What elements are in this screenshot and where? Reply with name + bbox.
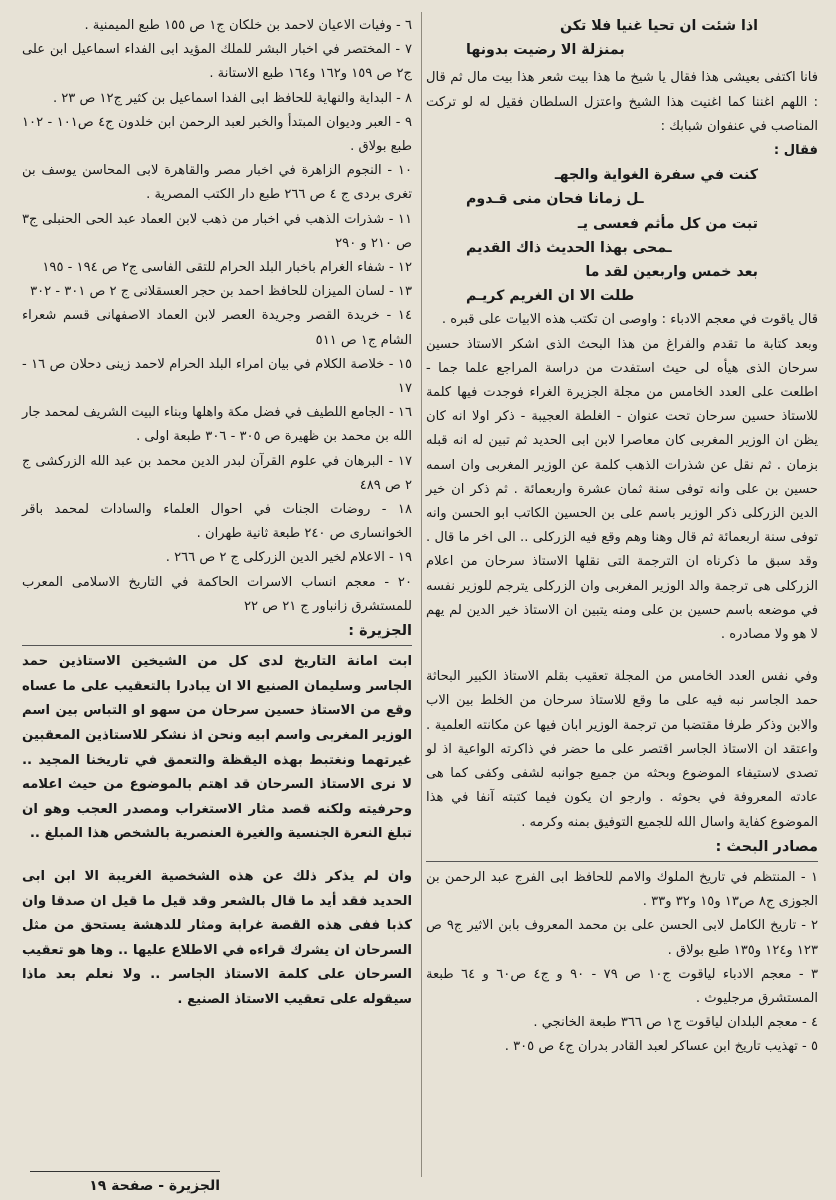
reference-item: ١٢ - شفاء الغرام باخبار البلد الحرام للتقى الفاسى ج٢ ص ١٩٤ - ١٩٥ (42, 260, 412, 276)
body-paragraph: قال ياقوت في معجم الادباء : واوصى ان تكتب هذه الابيات على قبره . (441, 312, 818, 328)
reference-item: ١٨ - روضات الجنات في احوال العلماء والسادات لمحمد باقر الخوانسارى ص ٢٤٠ طبعة ثانية طهران . (22, 502, 412, 542)
reference-item: ٣ - معجم الادباء لياقوت ج١٠ ص ٧٩ - ٩٠ و ج٤ ص٦٠ و ٦٤ طبعة المستشرق مرجليوث . (426, 966, 818, 1006)
reference-item: ١٣ - لسان الميزان للحافظ احمد بن حجر العسقلانى ج ٢ ص ٣٠١ - ٣٠٢ (30, 284, 412, 300)
editorial-paragraph: ابت امانة التاريخ لدى كل من الشيخين الاستاذين حمد الجاسر وسليمان الصنيع الا ان يبادرا بالتعقيب على ما عساه وقع من الاستاذ حسين سرحان من سهو او التباس بين اسم الوزير المغربى واسم ابيه ونحن اذ نشكر للاستاذين المعقبين غيرتهما ونغتبط بهذه اليقظة والتعمق في تاريخنا المجيد .. لا نرى الاستاذ السرحان قد اهتم بالموضوع من حيث اعلامه وحرفيته ولكنه قصد مثار الاستغراب ومصدر العجب وهو ان تبلغ النعرة الجنسية والغيرة العنصرية بالشخص هذا المبلغ .. (22, 654, 412, 842)
sources-heading: مصادر البحث : (715, 838, 818, 855)
verse-line: اذا شئت ان تحيا غنيا فلا تكن (559, 18, 758, 34)
verse-line: ـمحى بهذا الحديث ذاك القديم (466, 239, 672, 256)
reference-item: ١ - المنتظم في تاريخ الملوك والامم للحافظ ابى الفرج عبد الرحمن بن الجوزى ج٨ ص١٣ و١٥ و٣٢ و٣٣ . (426, 869, 818, 910)
reference-item: ١٤ - خريدة القصر وجريدة العصر لابن العماد الاصفهانى قسم شعراء الشام ج١ ص ٥١١ (22, 308, 412, 348)
reference-item: ٨ - البداية والنهاية للحافظ ابى الفدا اسماعيل بن كثير ج١٢ ص ٢٣ . (52, 90, 412, 106)
body-paragraph: فانا اكتفى بعيشى هذا فقال يا شيخ ما هذا بيت شعر هذا بيت مال ثم قال : اللهم اغننا كما اغنيت هذا الشيخ واعتزل السلطان فقيل له لو تركت المناصب في عنفوان شبابك : (426, 70, 818, 134)
page-footer (30, 1169, 220, 1194)
verse-line: بمنزلة الا رضيت بدونها (466, 42, 625, 59)
reference-item: ٢٠ - معجم انساب الاسرات الحاكمة في التاريخ الاسلامى المعرب للمستشرق زانباور ج ٢١ ص ٢٢ (22, 574, 412, 614)
left-column (22, 14, 412, 1013)
body-paragraph: وبعد كتابة ما تقدم والفراغ من هذا البحث الذى اشكر الاستاذ حسين سرحان الذى هيأه لى حيث استفدت من دراسة المراجع علما جما - اطلعت على العدد الخامس من مجلة الجزيرة الغراء فوجدت فيها كلمة للاستاذ حسين سرحان تحت عنوان - الغلطة العجيبة - ذكر اولا انه كان يظن ان الوزير المغربى كان معاصرا لابن ابى الحديد ثم تبين له انه قبله بزمان . ثم نقل عن شذرات الذهب كلمة عن الوزير المغربى وان اسمه حسين بن على وانه توفى سنة ثمان عشرة واربعمائة . ثم ذكر ان خير الدين الزركلى ذكر الوزير باسم على بن الحسين الكاتب ابو الحسن وانه توفى سنة اربعمائة ثم قال وهنا وهم وقع فيه الزركلى .. الى اخر ما قال . وقد سبق ما ذكرناه ان الترجمة التى نقلها الاستاذ سرحان من اعلام الزركلى هى ترجمة والد الوزير المغربى وان الزركلى يترجم للوزير نفسه في موضعه باسم حسين بن على ومنه يتبين ان الاستاذ خير الدين لم يهم لا هو ولا مصادره . (426, 336, 818, 643)
reference-item: ١٧ - البرهان في علوم القرآن لبدر الدين محمد بن عبد الله الزركشى ج ٢ ص ٤٨٩ (22, 453, 412, 493)
opening-verse (426, 14, 818, 62)
verse-line: كنت في سفرة الغواية والجهـ (554, 167, 758, 184)
reference-item: ١٩ - الاعلام لخير الدين الزركلى ج ٢ ص ٢٦٦ . (165, 550, 412, 566)
jazira-label: الجزيرة : (348, 623, 412, 640)
reference-item: ١٥ - خلاصة الكلام في بيان امراء البلد الحرام لاحمد زينى دحلان ص ١٦ - ١٧ (22, 356, 412, 397)
faqala-label: فقال : (773, 143, 818, 159)
epitaph-poem (426, 163, 818, 308)
reference-item: ٧ - المختصر في اخبار البشر للملك المؤيد ابى الفداء اسماعيل ابن على ج٢ ص ١٥٩ و١٦٢ و١٦٤ طبع الاستانة . (22, 42, 412, 82)
verse-line: بعد خمس واربعين لقد ما (585, 264, 758, 281)
reference-item: ١١ - شذرات الذهب في اخبار من ذهب لابن العماد عبد الحى الحنبلى ج٣ ص ٢١٠ و ٢٩٠ (22, 211, 412, 251)
divider-rule (426, 861, 818, 862)
page-number-label: الجزيرة - صفحة ١٩ (89, 1178, 220, 1194)
reference-item: ٢ - تاريخ الكامل لابى الحسن على بن محمد المعروف بابن الاثير ج٩ ص ١٢٣ و١٢٤ و١٣٥ طبع بولاق . (426, 918, 818, 958)
column-divider (421, 12, 422, 1177)
verse-line: طلت الا ان الغريم كريـم (466, 288, 635, 305)
editorial-paragraph: وان لم يذكر ذلك عن هذه الشخصية الغريبة الا ابن ابى الحديد فقد أيد ما قال بالشعر وقد قيل ما قيل ان صدقا وان كذبا ففى هذه القصة غرابة ومثار للدهشة يستحق من مثل السرحان ان يشرك قراءه في الاطلاع عليها .. وها هو تعقيب السرحان على كلمة الاستاذ الجاسر .. ولا نعلم بعد ماذا سيقوله على تعقيب الاستاذ الصنيع . (22, 869, 412, 1007)
reference-item: ٤ - معجم البلدان لياقوت ج١ ص ٣٦٦ طبعة الخانجي . (533, 1015, 818, 1031)
body-paragraph: وفي نفس العدد الخامس من المجلة تعقيب بقلم الاستاذ الكبير البحاثة حمد الجاسر نبه فيه على ما وقع للاستاذ سرحان من الخلط بين الاب والابن وذكر طرفا مقتضبا من ترجمة الوزير ابان فيها عن مكانته العلمية . واعتقد ان الاستاذ الجاسر اقتصر على ما حضر في ذاكرته الواعية اذ لو تصدى لاستيفاء الموضوع وبحثه من جميع جوانبه لشفى وكفى كما هى عادته المعروفة في بحوثه . وارجو ان يكون فيما كتبته آنفا في هذا الموضوع كفاية واسال الله للجميع التوفيق بمنه وكرمه . (426, 669, 818, 830)
reference-item: ٦ - وفيات الاعيان لاحمد بن خلكان ج١ ص ١٥٥ طبع الميمنية . (84, 18, 412, 33)
verse-line: ـل زمانا فحان منى قـدوم (466, 191, 644, 208)
divider-rule (22, 645, 412, 646)
reference-item: ٥ - تهذيب تاريخ ابن عساكر لعبد القادر بدران ج٤ ص ٣٠٥ . (504, 1039, 818, 1055)
reference-item: ١٠ - النجوم الزاهرة في اخبار مصر والقاهرة لابى المحاسن يوسف بن تغرى بردى ج ٤ ص ٢٦٦ طبع دار الكتب المصرية . (22, 163, 412, 203)
right-column (426, 14, 818, 1060)
reference-item: ١٦ - الجامع اللطيف في فضل مكة واهلها وبناء البيت الشريف لمحمد جار الله بن محمد بن ظهيرة ص ٣٠٥ - ٣٠٦ طبعة اولى . (22, 405, 412, 445)
reference-item: ٩ - العبر وديوان المبتدأ والخبر لعبد الرحمن ابن خلدون ج٤ ص١٠١ - ١٠٢ طبع بولاق . (22, 114, 412, 155)
verse-line: تبت من كل مأثم فعسى يـ (577, 215, 758, 232)
